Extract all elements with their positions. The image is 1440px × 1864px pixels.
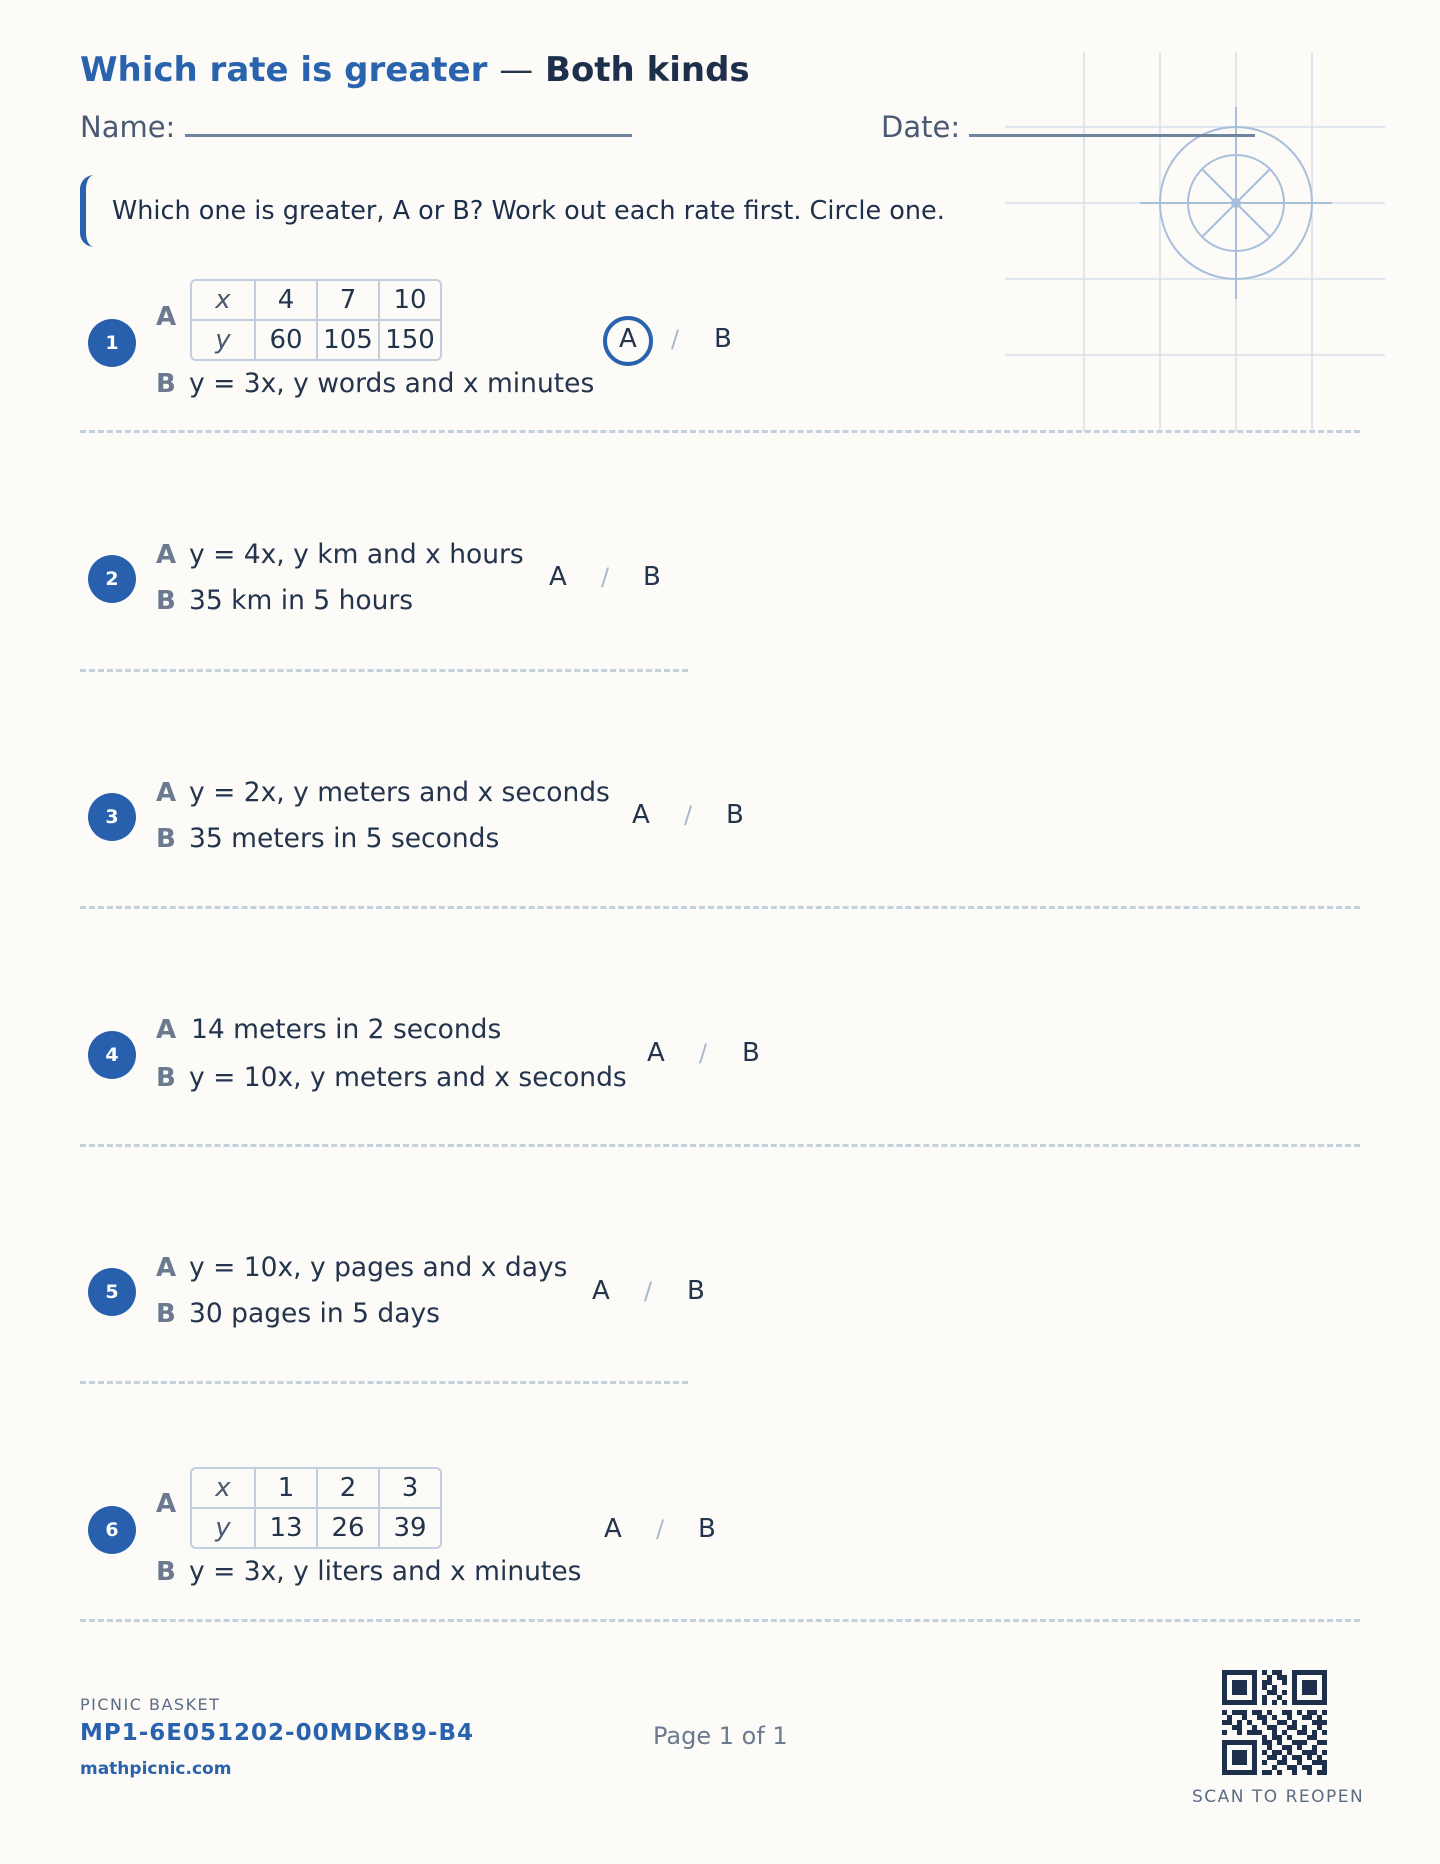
- problem-divider: [80, 1144, 1360, 1147]
- name-field[interactable]: [185, 134, 632, 137]
- option-a-label: A: [156, 540, 177, 570]
- choice-separator: /: [656, 1515, 665, 1543]
- choice-a[interactable]: A: [549, 562, 567, 592]
- x-header: x: [192, 1469, 256, 1509]
- table-cell: 150: [385, 325, 435, 355]
- date-row: [881, 110, 1255, 144]
- choice-separator: /: [601, 563, 610, 591]
- table-cell: 7: [318, 281, 380, 321]
- option-a-label: A: [156, 1015, 177, 1045]
- choice-a[interactable]: A: [647, 1038, 665, 1068]
- name-label: Name:: [80, 110, 176, 144]
- choice-b[interactable]: B: [714, 324, 732, 354]
- y-header: y: [192, 321, 256, 359]
- problem-number-badge: 2: [88, 555, 136, 603]
- option-b-text: y = 10x, y meters and x seconds: [189, 1062, 627, 1093]
- option-b-label: B: [156, 1299, 176, 1329]
- option-a-label: A: [156, 302, 177, 332]
- table-cell: 60: [256, 321, 318, 359]
- choice-b[interactable]: B: [687, 1276, 705, 1306]
- option-b-label: B: [156, 369, 176, 399]
- table-cell: 26: [318, 1509, 380, 1547]
- option-b-text: y = 3x, y words and x minutes: [189, 368, 595, 399]
- title-separator: —: [499, 50, 534, 90]
- table-cell: 105: [318, 321, 380, 359]
- option-b-text: y = 3x, y liters and x minutes: [189, 1556, 582, 1587]
- problem-number-badge: 6: [88, 1506, 136, 1554]
- name-row: [80, 110, 632, 144]
- choice-separator: /: [684, 801, 693, 829]
- problem-number-badge: 5: [88, 1268, 136, 1316]
- choice-separator: /: [699, 1039, 708, 1067]
- option-b-label: B: [156, 1063, 176, 1093]
- qr-code-icon[interactable]: [1222, 1670, 1327, 1775]
- option-b-text: 30 pages in 5 days: [189, 1298, 440, 1329]
- page-title: [80, 50, 750, 90]
- rate-table: [190, 1467, 442, 1549]
- option-a-label: A: [156, 1253, 177, 1283]
- compass-grid-icon: [1005, 52, 1385, 432]
- option-b-label: B: [156, 586, 176, 616]
- page-number: Page 1 of 1: [653, 1722, 788, 1750]
- option-a-text: y = 10x, y pages and x days: [189, 1252, 568, 1283]
- problem-divider: [80, 1619, 1360, 1622]
- choice-b[interactable]: B: [698, 1514, 716, 1544]
- problem-divider: [80, 669, 688, 672]
- option-a-text: 14 meters in 2 seconds: [191, 1014, 502, 1045]
- title-subtitle: Both kinds: [545, 50, 750, 90]
- table-cell: 39: [393, 1513, 427, 1543]
- option-a-label: A: [156, 778, 177, 808]
- problem-divider: [80, 430, 1360, 433]
- table-cell: 4: [256, 281, 318, 321]
- table-row: [192, 321, 440, 359]
- problem-number-badge: 3: [88, 793, 136, 841]
- choice-a[interactable]: A: [619, 324, 637, 354]
- option-a-label: A: [156, 1489, 177, 1519]
- table-cell: 2: [318, 1469, 380, 1509]
- table-row: [192, 281, 440, 321]
- option-b-text: 35 meters in 5 seconds: [189, 823, 500, 854]
- date-label: Date:: [881, 110, 961, 144]
- option-b-label: B: [156, 1557, 176, 1587]
- problem-divider: [80, 1381, 688, 1384]
- footer-worksheet-code: MP1-6E051202-00MDKB9-B4: [80, 1720, 474, 1746]
- choice-a[interactable]: A: [604, 1514, 622, 1544]
- choice-b[interactable]: B: [726, 800, 744, 830]
- instruction-callout: Which one is greater, A or B? Work out each rate first. Circle one.: [80, 175, 980, 247]
- option-b-text: 35 km in 5 hours: [189, 585, 414, 616]
- y-header: y: [192, 1509, 256, 1547]
- choice-separator: /: [644, 1277, 653, 1305]
- date-field[interactable]: [969, 134, 1255, 137]
- option-b-label: B: [156, 824, 176, 854]
- problem-number-badge: 4: [88, 1031, 136, 1079]
- table-cell: 13: [256, 1509, 318, 1547]
- table-cell: 10: [380, 281, 440, 321]
- table-row: [192, 1509, 440, 1547]
- choice-b[interactable]: B: [742, 1038, 760, 1068]
- table-row: [192, 1469, 440, 1509]
- problem-divider: [80, 906, 1360, 909]
- choice-a[interactable]: A: [592, 1276, 610, 1306]
- x-header: x: [192, 281, 256, 321]
- option-a-text: y = 2x, y meters and x seconds: [189, 777, 610, 808]
- option-a-text: y = 4x, y km and x hours: [189, 539, 524, 570]
- choice-separator: /: [671, 325, 680, 353]
- problem-number-badge: 1: [88, 319, 136, 367]
- choice-b[interactable]: B: [643, 562, 661, 592]
- footer-url[interactable]: mathpicnic.com: [80, 1759, 232, 1779]
- table-cell: 1: [256, 1469, 318, 1509]
- table-cell: 3: [380, 1469, 440, 1509]
- scan-label: SCAN TO REOPEN: [1192, 1787, 1365, 1807]
- rate-table: [190, 279, 442, 361]
- choice-a[interactable]: A: [632, 800, 650, 830]
- title-main: Which rate is greater: [80, 50, 488, 90]
- footer-brand: PICNIC BASKET: [80, 1695, 221, 1714]
